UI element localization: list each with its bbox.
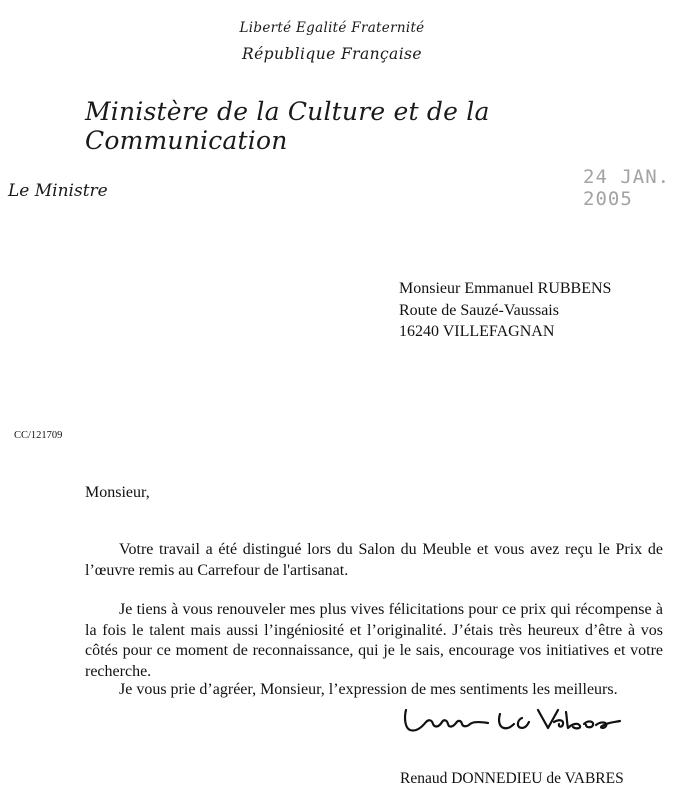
- ministry-title: Ministère de la Culture et de la Communication: [85, 97, 490, 155]
- recipient-city: 16240 VILLEFAGNAN: [399, 323, 555, 340]
- recipient-street: Route de Sauzé-Vaussais: [399, 301, 559, 319]
- signatory-name: Renaud DONNEDIEU de VABRES: [400, 770, 624, 787]
- recipient-address: [399, 278, 611, 343]
- body-paragraph-1: Votre travail a été distingué lors du Salon du Meuble et vous avez reçu le Prix de l’œuvre remis au Carrefour de l'artisanat.: [85, 541, 663, 579]
- republic-name: République Française: [242, 45, 422, 63]
- date-stamp: 24 JAN. 2005: [583, 166, 671, 210]
- closing-paragraph: Je vous prie d’agréer, Monsieur, l’expression de mes sentiments les meilleurs.: [119, 681, 618, 698]
- handwritten-signature: [396, 702, 628, 738]
- motto: Liberté Egalité Fraternité: [239, 20, 425, 36]
- reference-number: CC/121709: [14, 430, 63, 441]
- sender-title: Le Ministre: [8, 181, 108, 201]
- salutation: Monsieur,: [85, 484, 150, 501]
- recipient-name: Monsieur Emmanuel RUBBENS: [399, 280, 612, 297]
- body-paragraph-2: Je tiens à vous renouveler mes plus vives félicitations pour ce prix qui récompense à la fois le talent mais aussi l’ingéniosité et l’originalité. J’étais très heureux d’être à vos côtés pour ce moment de reconnaissance, qui je le sais, encourage vos initiatives et votre recherche.: [85, 601, 663, 680]
